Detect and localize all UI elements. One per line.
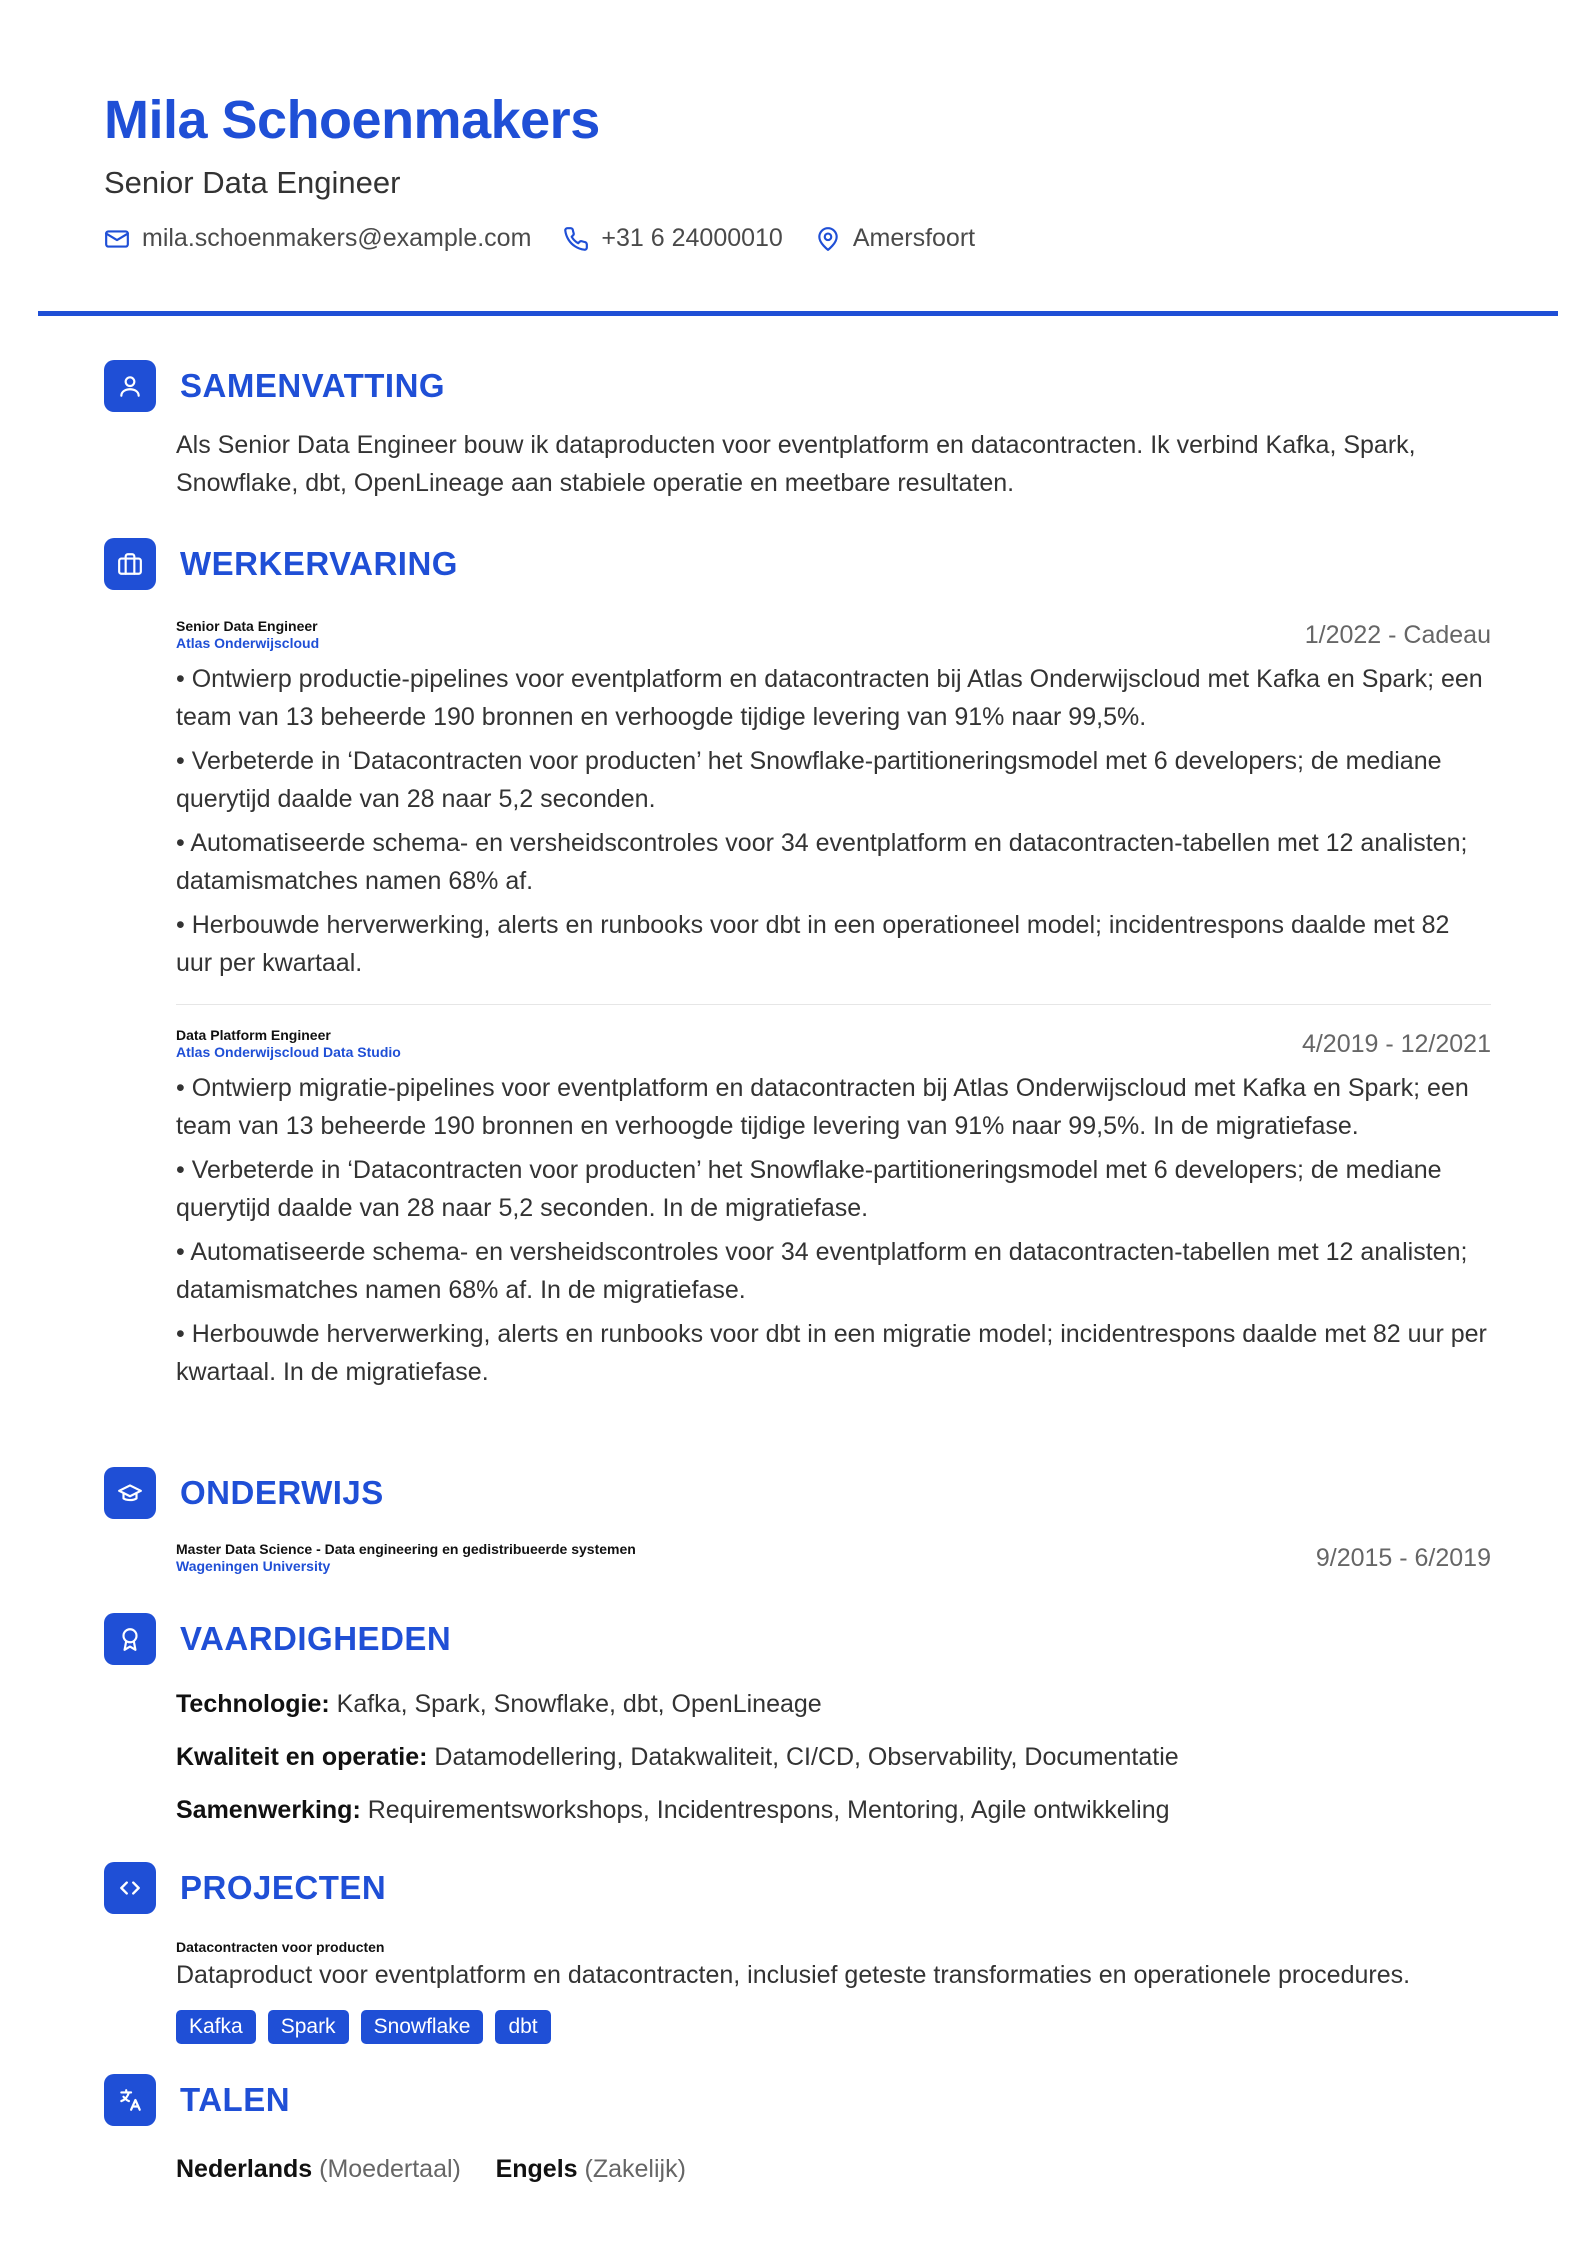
skill-row [176, 1738, 1491, 1776]
job-bullet: • Herbouwde herverwerking, alerts en runbooks voor dbt in een migratie model; incidentrespons daalde met 82 uur per kwartaal. In de migratiefase. [176, 1320, 1487, 1386]
section-heading: WERKERVARING [180, 545, 458, 582]
job-bullet: • Ontwierp migratie-pipelines voor eventplatform en datacontracten bij Atlas Onderwijscloud met Kafka en Spark; een team van 13 beheerde 190 bronnen en verhoogde tijdige levering van 91% naar 99,5%. In de migratiefase. [176, 1074, 1469, 1140]
tag: Spark [268, 2010, 349, 2044]
section-heading: VAARDIGHEDEN [180, 1620, 452, 1657]
job-role: Senior Data Engineer [176, 618, 318, 634]
language-name: Engels [495, 2155, 578, 2183]
skill-values: Requirementsworkshops, Incidentrespons, Mentoring, Agile ontwikkeling [367, 1796, 1170, 1824]
section-heading: PROJECTEN [180, 1869, 387, 1906]
job-entry [176, 618, 1491, 982]
user-icon [104, 360, 156, 412]
job-bullet: • Herbouwde herverwerking, alerts en runbooks voor dbt in een operationeel model; incidentrespons daalde met 82 uur per kwartaal. [176, 911, 1450, 977]
contact-email[interactable] [104, 224, 531, 253]
location-pin-icon [815, 226, 841, 252]
skill-values: Datamodellering, Datakwaliteit, CI/CD, Observability, Documentatie [434, 1743, 1179, 1771]
job-dates: 4/2019 - 12/2021 [1301, 1030, 1491, 1058]
project-description: Dataproduct voor eventplatform en datacontracten, inclusief geteste transformaties en operationele procedures. [176, 1961, 1411, 1989]
education-dates: 9/2015 - 6/2019 [1315, 1544, 1491, 1572]
school: Wageningen University [176, 1558, 331, 1574]
skill-row [176, 1791, 1491, 1829]
candidate-name: Mila Schoenmakers [104, 90, 600, 150]
summary-text: Als Senior Data Engineer bouw ik dataproducten voor eventplatform en datacontracten. Ik verbind Kafka, Spark, Snowflake, dbt, OpenLineage aan stabiele operatie en meetbare resultaten. [176, 431, 1416, 497]
translate-icon [104, 2074, 156, 2126]
job-bullet: • Ontwierp productie-pipelines voor eventplatform en datacontracten bij Atlas Onderwijscloud met Kafka en Spark; een team van 13 beheerde 190 bronnen en verhoogde tijdige levering van 91% naar 99,5%. [176, 665, 1483, 731]
section-summary [104, 360, 1491, 502]
section-skills [104, 1613, 1491, 1844]
tag: Kafka [176, 2010, 256, 2044]
phone-text: +31 6 24000010 [601, 224, 783, 252]
email-text: mila.schoenmakers@example.com [142, 224, 532, 252]
skill-label: Samenwerking: [176, 1796, 361, 1824]
briefcase-icon [104, 538, 156, 590]
language-level: (Moedertaal) [319, 2155, 461, 2183]
mail-icon [104, 226, 130, 252]
section-education [104, 1467, 1491, 1577]
entry-divider [176, 1004, 1491, 1005]
job-bullet: • Verbeterde in ‘Datacontracten voor producten’ het Snowflake-partitioneringsmodel met 6 developers; de mediane querytijd daalde van 28 naar 5,2 seconden. In de migratiefase. [176, 1156, 1442, 1222]
section-languages [104, 2074, 1491, 2188]
job-dates: 1/2022 - Cadeau [1304, 621, 1491, 649]
section-projects [104, 1862, 1491, 2044]
location-text: Amersfoort [852, 224, 976, 252]
header-divider [38, 311, 1558, 316]
job-bullet: • Verbeterde in ‘Datacontracten voor producten’ het Snowflake-partitioneringsmodel met 6 developers; de mediane querytijd daalde van 28 naar 5,2 seconden. [176, 747, 1442, 813]
job-bullet: • Automatiseerde schema- en versheidscontroles voor 34 eventplatform en datacontracten-tabellen met 12 analisten; datamismatches namen 68% af. [176, 829, 1468, 895]
language-list [176, 2150, 1491, 2188]
section-heading: ONDERWIJS [180, 1474, 384, 1511]
skill-label: Kwaliteit en operatie: [176, 1743, 428, 1771]
education-entry [176, 1541, 1491, 1577]
phone-icon [563, 226, 589, 252]
code-icon [104, 1862, 156, 1914]
section-heading: SAMENVATTING [180, 367, 446, 404]
section-heading: TALEN [180, 2081, 291, 2118]
resume-header [104, 88, 1483, 253]
project-name: Datacontracten voor producten [176, 1939, 385, 1955]
degree: Master Data Science - Data engineering en gedistribueerde systemen [176, 1541, 636, 1557]
language-name: Nederlands [176, 2155, 313, 2183]
language-level: (Zakelijk) [584, 2155, 686, 2183]
job-entry [176, 1027, 1491, 1391]
graduation-cap-icon [104, 1467, 156, 1519]
skill-values: Kafka, Spark, Snowflake, dbt, OpenLineage [336, 1690, 822, 1718]
contact-row [104, 224, 1483, 253]
skill-label: Technologie: [176, 1690, 330, 1718]
skill-row [176, 1685, 1491, 1723]
job-role: Data Platform Engineer [176, 1027, 331, 1043]
contact-phone[interactable] [563, 224, 782, 253]
job-bullet: • Automatiseerde schema- en versheidscontroles voor 34 eventplatform en datacontracten-tabellen met 12 analisten; datamismatches namen 68% af. In de migratiefase. [176, 1238, 1468, 1304]
contact-location [815, 224, 975, 253]
job-company: Atlas Onderwijscloud [176, 635, 320, 651]
project-tags [176, 2010, 1491, 2044]
section-experience [104, 538, 1491, 1391]
tag: Snowflake [361, 2010, 484, 2044]
candidate-title: Senior Data Engineer [104, 165, 401, 200]
tag: dbt [495, 2010, 550, 2044]
award-icon [104, 1613, 156, 1665]
job-company: Atlas Onderwijscloud Data Studio [176, 1044, 401, 1060]
